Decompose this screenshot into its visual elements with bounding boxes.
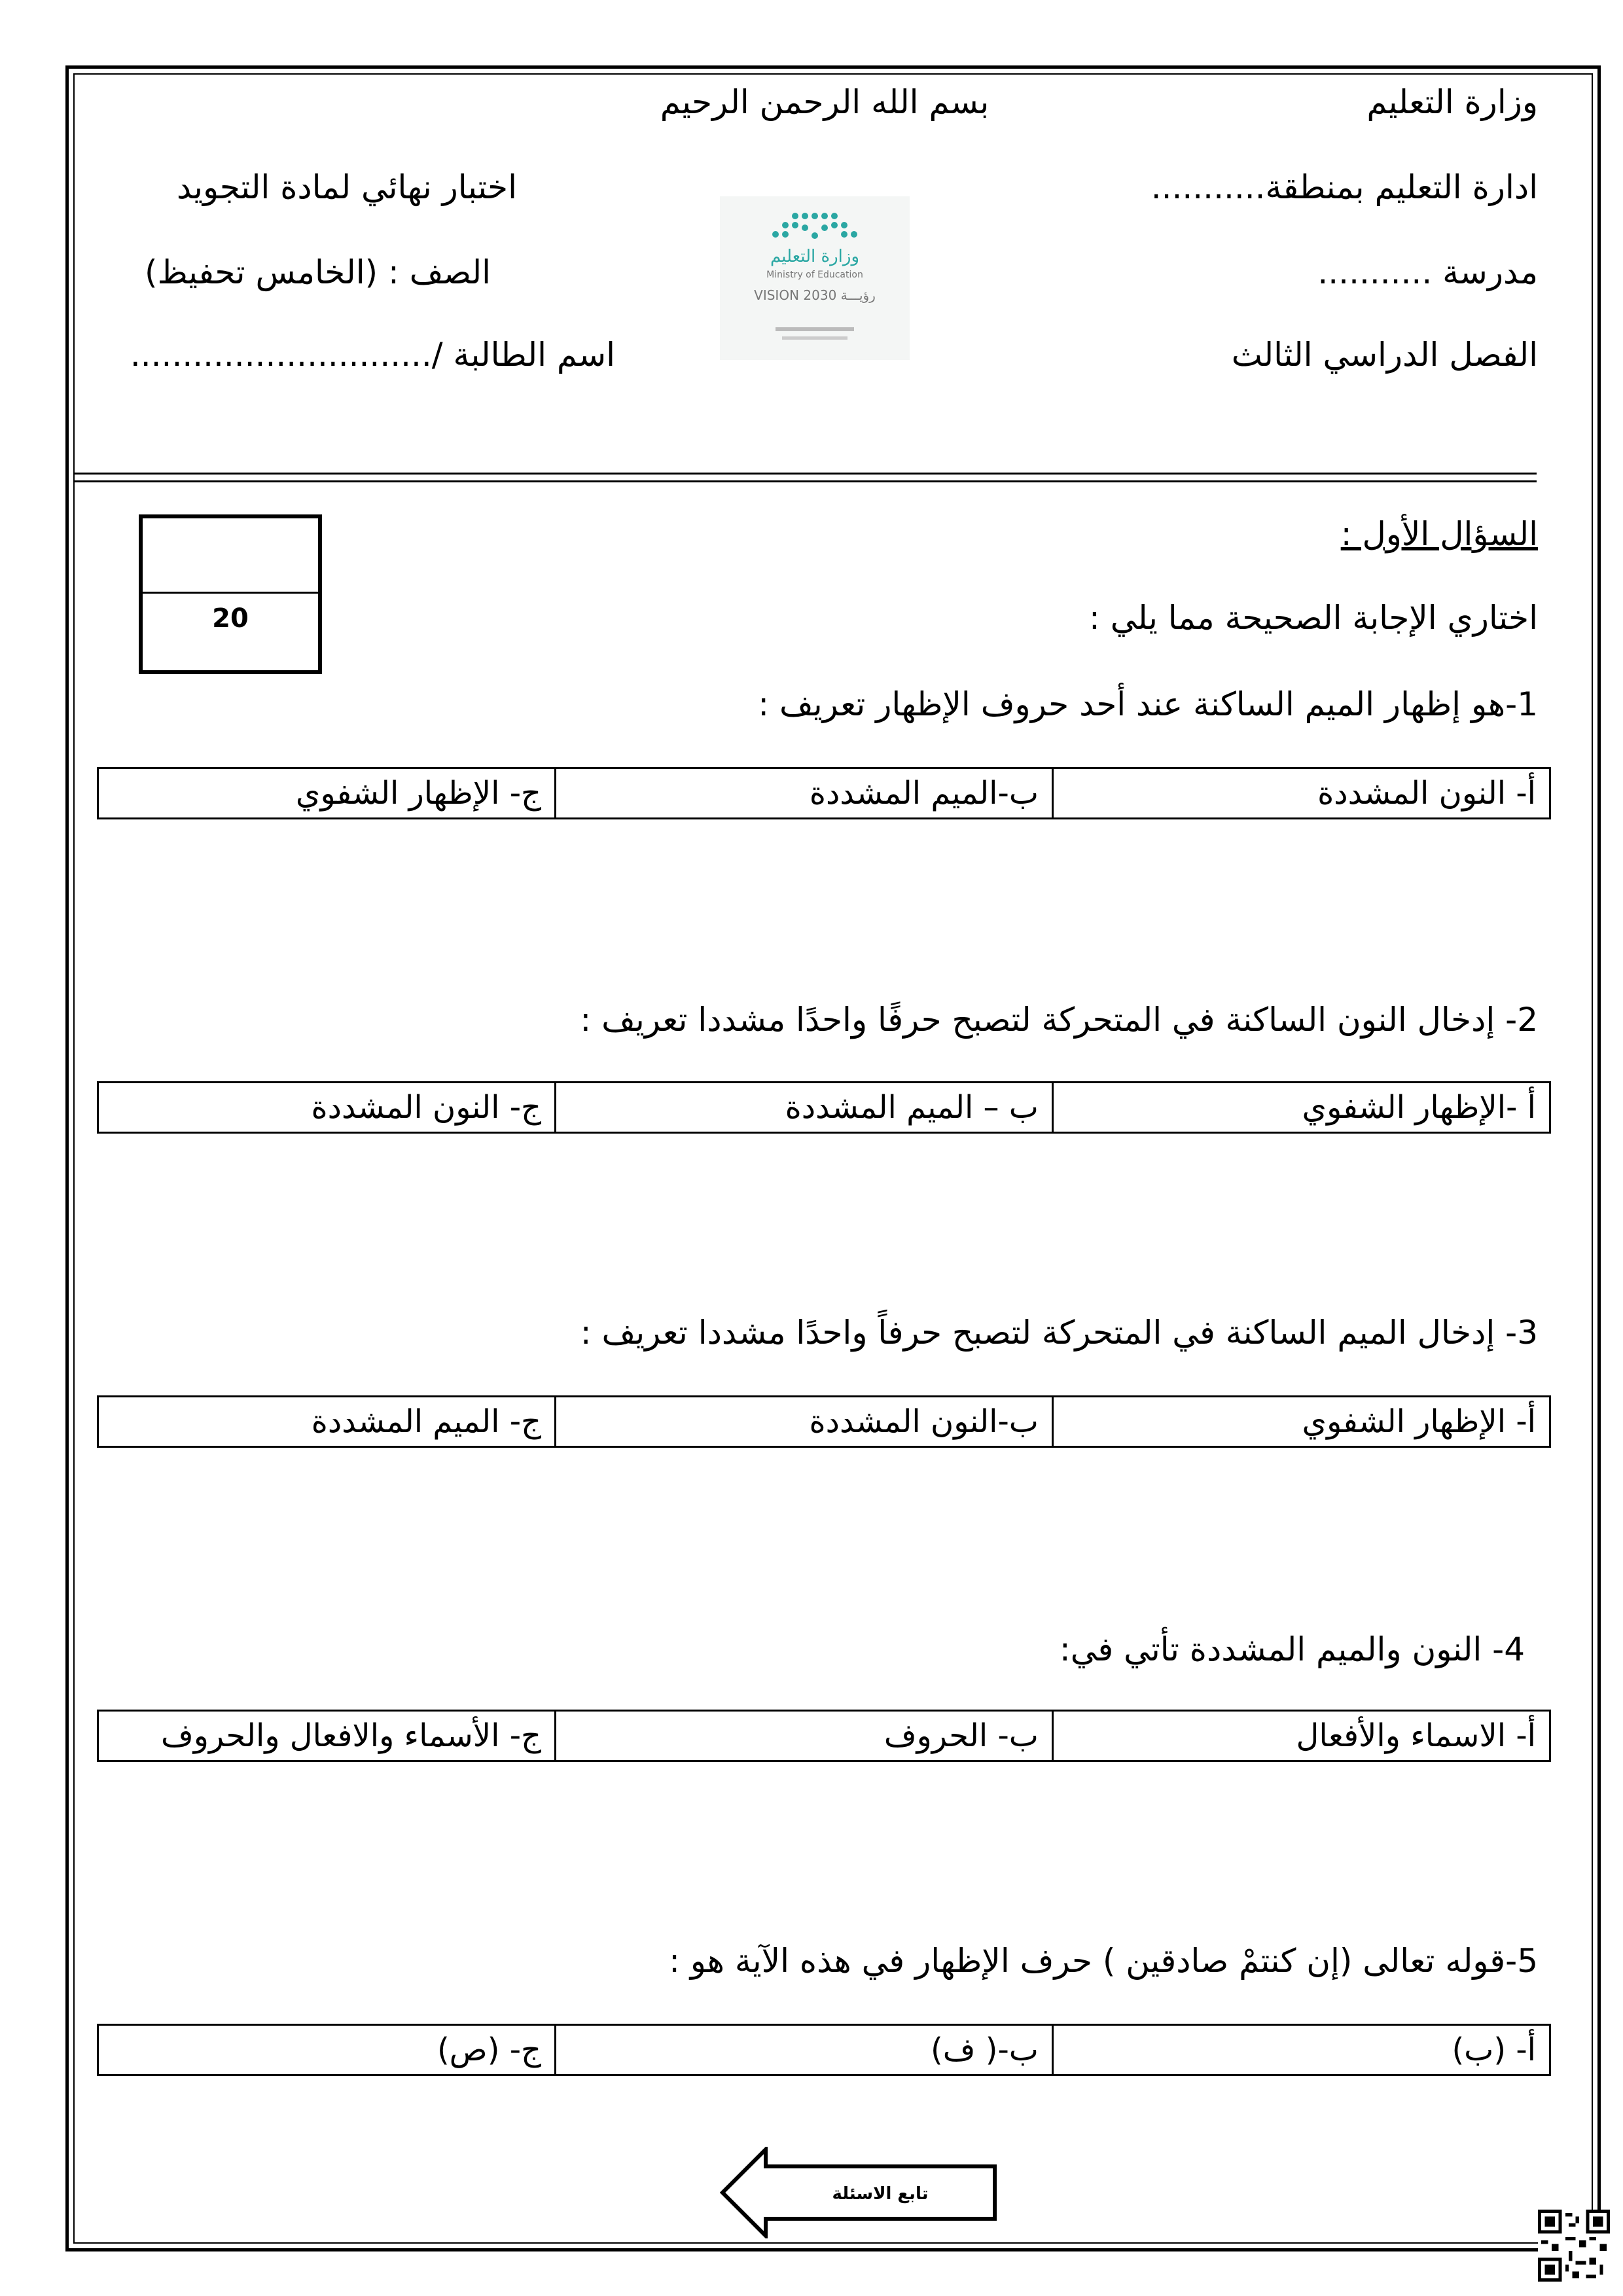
question-1-option-c[interactable]: ج- الإظهار الشفوي bbox=[295, 775, 541, 812]
question-3-options bbox=[97, 1395, 1551, 1448]
question-5-option-a[interactable]: أ- (ب) bbox=[1052, 2026, 1549, 2074]
section-instruction: اختاري الإجابة الصحيحة مما يلي : bbox=[1089, 599, 1538, 637]
continue-label: تابع الاسئلة bbox=[832, 2184, 929, 2204]
continue-arrow-icon bbox=[720, 2147, 1001, 2238]
header-divider-bottom bbox=[73, 480, 1537, 482]
question-2-option-a[interactable]: أ -الإظهار الشفوي bbox=[1052, 1083, 1549, 1132]
question-5-option-c[interactable]: ج- (ص) bbox=[437, 2032, 541, 2068]
region-field: ادارة التعليم بمنطقة........... bbox=[1150, 168, 1538, 206]
question-5-text: 5-قوله تعالى (إن كنتمْ صادقين ) حرف الإظهار في هذه الآية هو : bbox=[669, 1942, 1538, 1980]
basmala: بسم الله الرحمن الرحيم bbox=[660, 83, 990, 121]
header-divider-top bbox=[73, 473, 1537, 475]
score-box bbox=[139, 514, 322, 674]
question-3-option-a[interactable]: أ- الإظهار الشفوي bbox=[1052, 1397, 1549, 1446]
grade-label: الصف : (الخامس تحفيظ) bbox=[145, 253, 491, 291]
question-5-options bbox=[97, 2024, 1551, 2076]
question-2-options bbox=[97, 1081, 1551, 1134]
question-4-option-a[interactable]: أ- الاسماء والأفعال bbox=[1052, 1712, 1549, 1760]
section-title: السؤال الأول : bbox=[1340, 515, 1538, 553]
score-total: 20 bbox=[212, 603, 249, 634]
question-4-text: 4- النون والميم المشددة تأتي في: bbox=[1059, 1630, 1525, 1668]
qr-code-icon bbox=[1538, 2210, 1610, 2282]
ministry-label: وزارة التعليم bbox=[1366, 83, 1538, 121]
question-4-option-c[interactable]: ج- الأسماء والافعال والحروف bbox=[161, 1717, 541, 1754]
question-1-text: 1-هو إظهار الميم الساكنة عند أحد حروف الإظهار تعريف : bbox=[758, 685, 1538, 723]
question-2-text: 2- إدخال النون الساكنة في المتحركة لتصبح حرفًا واحدًا مشددا تعريف : bbox=[580, 1001, 1538, 1039]
question-2-option-c[interactable]: ج- النون المشددة bbox=[311, 1089, 541, 1126]
page-border-inner bbox=[73, 73, 1593, 2244]
school-field: مدرسة ........... bbox=[1317, 253, 1538, 291]
semester-label: الفصل الدراسي الثالث bbox=[1231, 336, 1538, 374]
question-4-options bbox=[97, 1710, 1551, 1762]
logo-english-text: Ministry of Education bbox=[766, 270, 863, 280]
question-2-option-b[interactable]: ب – الميم المشددة bbox=[554, 1083, 1052, 1132]
exam-title: اختبار نهائي لمادة التجويد bbox=[176, 168, 517, 206]
student-name-field: اسم الطالبة /............................. bbox=[130, 336, 615, 374]
ministry-logo bbox=[720, 196, 910, 360]
logo-vision-text: VISION رؤيـــة 2030 bbox=[754, 287, 876, 303]
question-1-option-a[interactable]: أ- النون المشددة bbox=[1052, 769, 1549, 817]
question-1-option-b[interactable]: ب-الميم المشددة bbox=[554, 769, 1052, 817]
logo-arabic-text: وزارة التعليم bbox=[770, 247, 860, 266]
question-4-option-b[interactable]: ب- الحروف bbox=[554, 1712, 1052, 1760]
question-3-option-b[interactable]: ب-النون المشددة bbox=[554, 1397, 1052, 1446]
question-5-option-b[interactable]: ب-( ف) bbox=[554, 2026, 1052, 2074]
question-3-text: 3- إدخال الميم الساكنة في المتحركة لتصبح حرفاً واحدًا مشددا تعريف : bbox=[580, 1314, 1538, 1352]
question-1-options bbox=[97, 767, 1551, 819]
question-3-option-c[interactable]: ج- الميم المشددة bbox=[311, 1403, 541, 1440]
